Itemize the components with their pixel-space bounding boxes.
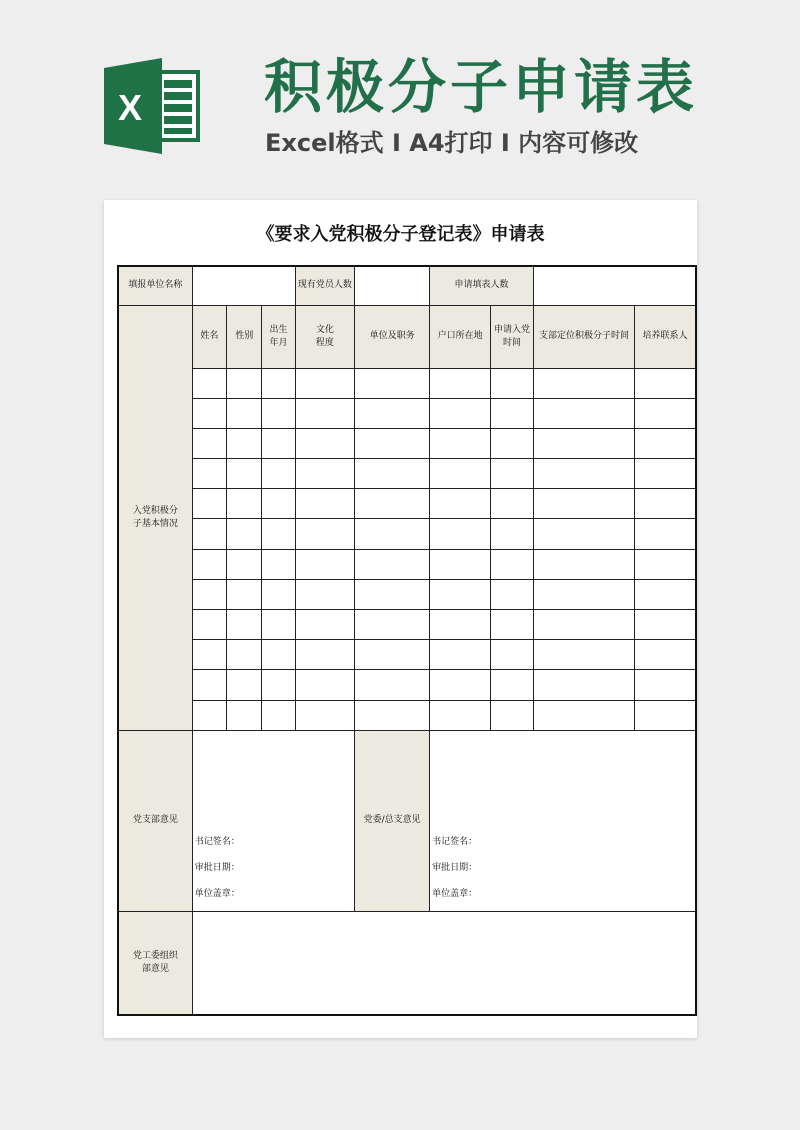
data-cell[interactable] [430, 489, 491, 519]
data-cell[interactable] [634, 700, 696, 730]
branch-opinion-field[interactable] [192, 730, 354, 911]
sign-line: 书记签名： [432, 836, 478, 847]
data-cell[interactable] [262, 368, 295, 398]
data-cell[interactable] [295, 549, 354, 579]
table-row [118, 579, 696, 609]
data-cell[interactable] [355, 489, 430, 519]
data-cell[interactable] [634, 670, 696, 700]
data-cell[interactable] [355, 398, 430, 428]
data-cell[interactable] [295, 640, 354, 670]
data-cell[interactable] [192, 610, 226, 640]
data-cell[interactable] [227, 549, 262, 579]
column-header: 户口所在地 [430, 305, 491, 368]
data-cell[interactable] [491, 579, 534, 609]
data-cell[interactable] [227, 459, 262, 489]
table-row [118, 398, 696, 428]
data-cell[interactable] [634, 579, 696, 609]
data-cell[interactable] [192, 459, 226, 489]
data-cell[interactable] [491, 640, 534, 670]
column-header: 培养联系人 [634, 305, 696, 368]
data-cell[interactable] [491, 610, 534, 640]
data-cell[interactable] [295, 579, 354, 609]
data-cell[interactable] [355, 459, 430, 489]
unit-name-input[interactable] [192, 266, 295, 305]
data-cell[interactable] [634, 610, 696, 640]
data-cell[interactable] [262, 459, 295, 489]
data-cell[interactable] [491, 459, 534, 489]
data-cell[interactable] [262, 549, 295, 579]
data-cell[interactable] [634, 428, 696, 458]
data-cell[interactable] [227, 519, 262, 549]
data-cell[interactable] [533, 700, 634, 730]
data-cell[interactable] [192, 489, 226, 519]
data-cell[interactable] [192, 428, 226, 458]
data-cell[interactable] [634, 549, 696, 579]
branch-opinion-label: 党支部意见 [118, 730, 192, 911]
data-cell[interactable] [491, 489, 534, 519]
data-cell[interactable] [262, 398, 295, 428]
applicants-input[interactable] [533, 266, 696, 305]
data-cell[interactable] [491, 368, 534, 398]
data-cell[interactable] [262, 489, 295, 519]
data-cell[interactable] [355, 579, 430, 609]
data-cell[interactable] [491, 398, 534, 428]
data-cell[interactable] [295, 428, 354, 458]
table-row [118, 368, 696, 398]
data-cell[interactable] [634, 459, 696, 489]
data-cell[interactable] [192, 368, 226, 398]
data-cell[interactable] [192, 640, 226, 670]
data-cell[interactable] [430, 579, 491, 609]
data-cell[interactable] [533, 519, 634, 549]
data-cell[interactable] [192, 519, 226, 549]
table-row [118, 489, 696, 519]
sign-line: 单位盖章： [194, 888, 240, 899]
data-cell[interactable] [262, 428, 295, 458]
members-input[interactable] [355, 266, 430, 305]
data-cell[interactable] [533, 398, 634, 428]
table-row [118, 670, 696, 700]
data-cell[interactable] [430, 368, 491, 398]
sign-line: 审批日期： [194, 862, 240, 873]
sign-line: 书记签名： [194, 836, 240, 847]
data-cell[interactable] [295, 519, 354, 549]
data-cell[interactable] [430, 700, 491, 730]
data-cell[interactable] [262, 640, 295, 670]
data-cell[interactable] [533, 428, 634, 458]
data-cell[interactable] [227, 428, 262, 458]
data-cell[interactable] [355, 640, 430, 670]
form-title: 《要求入党积极分子登记表》申请表 [256, 224, 545, 245]
data-cell[interactable] [533, 549, 634, 579]
data-cell[interactable] [634, 368, 696, 398]
data-cell[interactable] [430, 428, 491, 458]
data-cell[interactable] [295, 489, 354, 519]
data-cell[interactable] [491, 700, 534, 730]
data-cell[interactable] [355, 700, 430, 730]
data-cell[interactable] [192, 670, 226, 700]
data-cell[interactable] [533, 489, 634, 519]
data-cell[interactable] [355, 428, 430, 458]
data-cell[interactable] [533, 368, 634, 398]
data-cell[interactable] [491, 549, 534, 579]
section-label: 入党积极分子基本情况 [118, 305, 192, 730]
data-cell[interactable] [634, 640, 696, 670]
page-title: 积极分子申请表 [264, 53, 699, 121]
data-cell[interactable] [262, 670, 295, 700]
data-cell[interactable] [295, 398, 354, 428]
data-cell[interactable] [227, 640, 262, 670]
data-cell[interactable] [355, 519, 430, 549]
data-cell[interactable] [227, 489, 262, 519]
data-cell[interactable] [295, 700, 354, 730]
applicants-label: 申请填表人数 [430, 266, 534, 305]
column-header: 单位及职务 [355, 305, 430, 368]
data-cell[interactable] [430, 549, 491, 579]
column-header: 性别 [227, 305, 262, 368]
table-row [118, 700, 696, 730]
org-opinion-field[interactable] [192, 911, 696, 1015]
data-cell[interactable] [634, 519, 696, 549]
data-cell[interactable] [491, 670, 534, 700]
table-row [118, 640, 696, 670]
data-cell[interactable] [262, 610, 295, 640]
data-cell[interactable] [355, 670, 430, 700]
table-row [118, 519, 696, 549]
unit-name-label: 填报单位名称 [118, 266, 192, 305]
application-table [117, 265, 697, 1016]
committee-opinion-label: 党委/总支意见 [355, 730, 430, 911]
data-cell[interactable] [491, 519, 534, 549]
committee-opinion-field[interactable] [430, 730, 696, 911]
data-cell[interactable] [227, 670, 262, 700]
data-cell[interactable] [295, 670, 354, 700]
data-cell[interactable] [192, 549, 226, 579]
data-cell[interactable] [533, 610, 634, 640]
data-cell[interactable] [533, 640, 634, 670]
table-row [118, 549, 696, 579]
data-cell[interactable] [227, 700, 262, 730]
data-cell[interactable] [634, 489, 696, 519]
table-row [118, 459, 696, 489]
data-cell[interactable] [634, 398, 696, 428]
page-subtitle: Excel格式 I A4打印 I 内容可修改 [265, 129, 639, 157]
data-cell[interactable] [533, 670, 634, 700]
data-cell[interactable] [192, 579, 226, 609]
column-header: 姓名 [192, 305, 226, 368]
data-cell[interactable] [262, 700, 295, 730]
data-cell[interactable] [355, 368, 430, 398]
data-cell[interactable] [533, 459, 634, 489]
data-cell[interactable] [227, 579, 262, 609]
data-cell[interactable] [491, 428, 534, 458]
data-cell[interactable] [430, 398, 491, 428]
data-cell[interactable] [295, 459, 354, 489]
data-cell[interactable] [227, 398, 262, 428]
data-cell[interactable] [262, 579, 295, 609]
table-row [118, 610, 696, 640]
data-cell[interactable] [192, 398, 226, 428]
sign-line: 审批日期： [432, 862, 478, 873]
data-cell[interactable] [430, 670, 491, 700]
table-row [118, 428, 696, 458]
org-opinion-label: 党工委组织部意见 [118, 911, 192, 1015]
members-label: 现有党员人数 [295, 266, 354, 305]
data-cell[interactable] [430, 519, 491, 549]
data-cell[interactable] [355, 610, 430, 640]
data-cell[interactable] [295, 368, 354, 398]
column-header: 出生年月 [262, 305, 295, 368]
data-cell[interactable] [430, 640, 491, 670]
svg-text:X: X [117, 87, 143, 128]
column-header: 支部定位积极分子时间 [533, 305, 634, 368]
column-header: 申请入党时间 [491, 305, 534, 368]
data-cell[interactable] [295, 610, 354, 640]
sign-line: 单位盖章： [432, 888, 478, 899]
data-cell[interactable] [533, 579, 634, 609]
data-cell[interactable] [262, 519, 295, 549]
form-sheet [104, 200, 697, 1038]
data-cell[interactable] [192, 700, 226, 730]
data-cell[interactable] [430, 610, 491, 640]
data-cell[interactable] [355, 549, 430, 579]
data-cell[interactable] [227, 368, 262, 398]
data-cell[interactable] [430, 459, 491, 489]
data-cell[interactable] [227, 610, 262, 640]
excel-logo-icon [104, 58, 202, 154]
column-header: 文化程度 [295, 305, 354, 368]
